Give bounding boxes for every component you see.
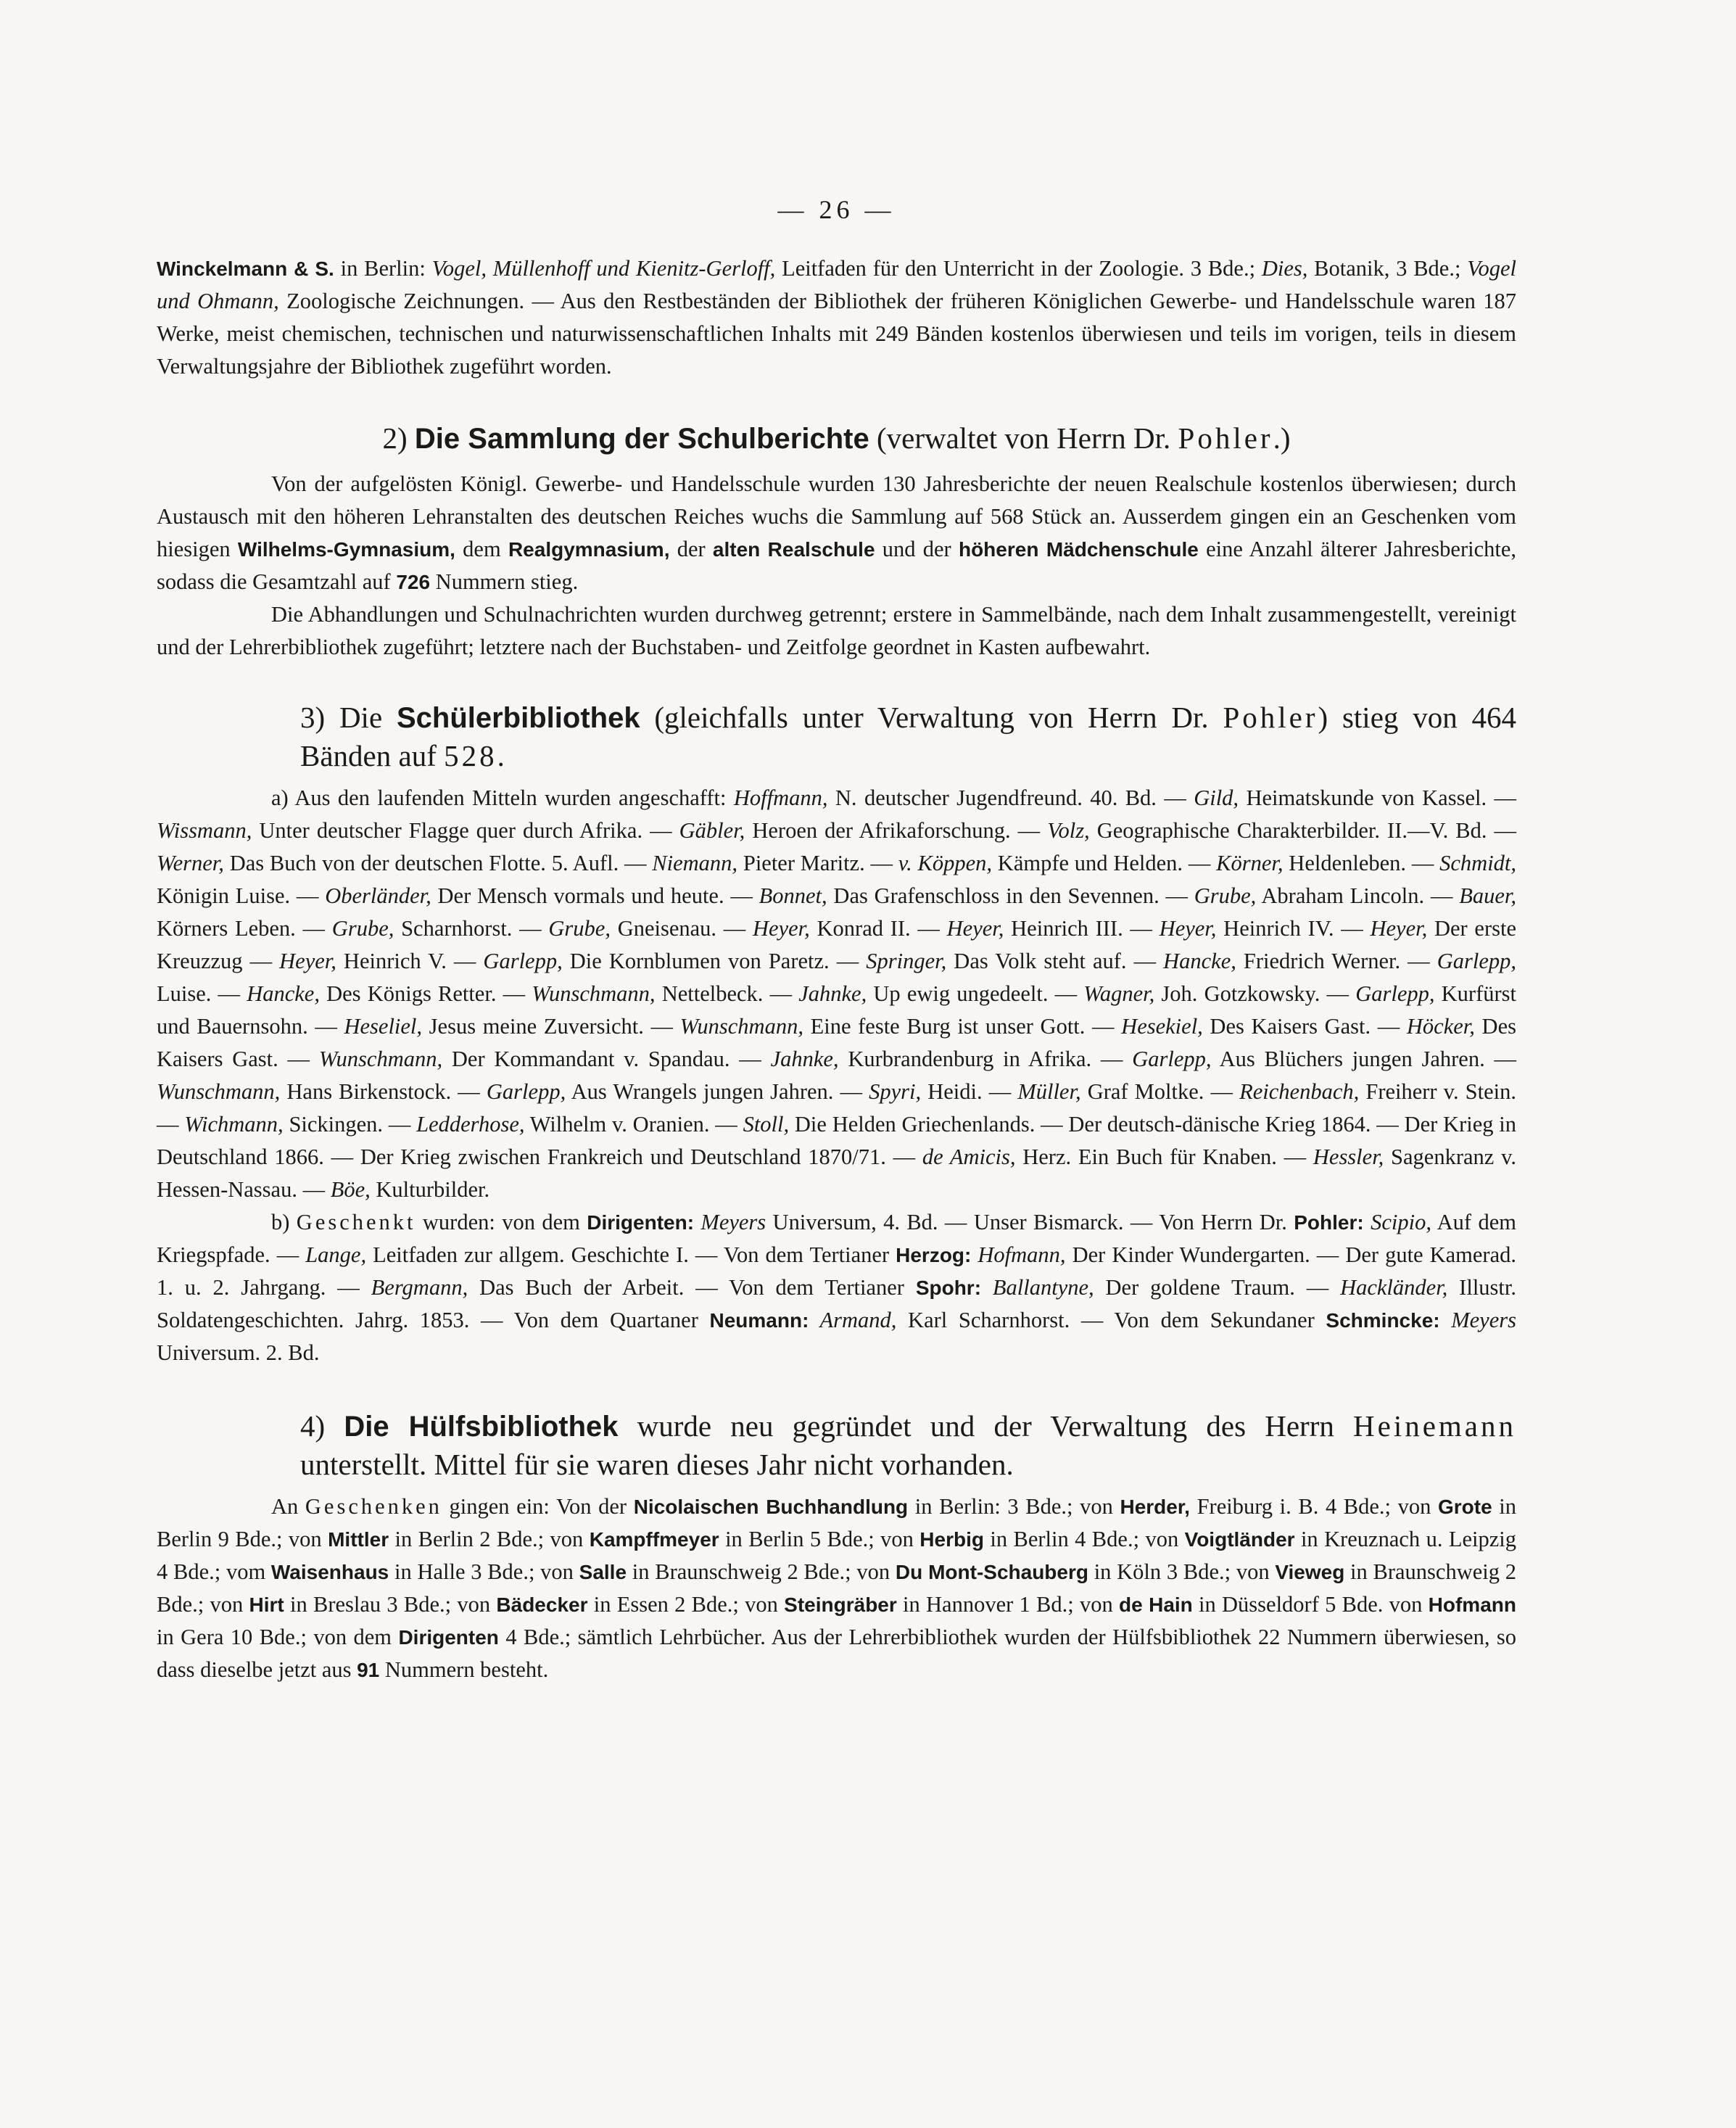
text-span: in Kreuznach u. Leipzig 4 Bde.; vom <box>157 1527 1516 1584</box>
heading-name: Pohler <box>1223 701 1318 734</box>
text-span: Geographische Charakterbilder. II.—V. Bd. — <box>1089 818 1517 843</box>
author: Bergmann, <box>371 1275 468 1300</box>
author: Stoll, <box>743 1112 790 1137</box>
text-span: Das Grafenschloss in den Sevennen. — <box>827 883 1194 908</box>
donor-name: Nicolaischen Buchhandlung <box>633 1496 909 1518</box>
donor-name: Pohler: <box>1294 1211 1364 1234</box>
text-span: Des Königs Retter. — <box>319 981 532 1006</box>
donor-name: Hofmann <box>1428 1593 1516 1616</box>
text-span: Universum. 2. Bd. <box>157 1340 320 1365</box>
text-span: N. deutscher Jugendfreund. 40. Bd. — <box>827 785 1194 810</box>
text-span: Körners Leben. — <box>157 916 332 941</box>
text-span: Freiherr v. Stein. — <box>157 1079 1517 1137</box>
author: Wagner, <box>1083 981 1155 1006</box>
author: Bauer, <box>1459 883 1516 908</box>
author: Ledderhose, <box>416 1112 525 1137</box>
author: Hancke, <box>1163 949 1236 973</box>
school-name: Wilhelms-Gymnasium, <box>237 538 455 561</box>
author: Höcker, <box>1406 1014 1475 1039</box>
author: Volz, <box>1047 818 1090 843</box>
document-page <box>157 194 1516 1686</box>
text-span: 4 Bde.; sämtlich Lehrbücher. Aus der Lehrerbibliothek wurden der Hülfsbibliothek 22 Nummern überwiesen, so dass dieselbe jetzt aus <box>157 1625 1516 1682</box>
text-span: Unter deutscher Flagge quer durch Afrika. — <box>252 818 679 843</box>
text-span: Eine feste Burg ist unser Gott. — <box>803 1014 1122 1039</box>
section-heading-schulberichte <box>157 419 1516 458</box>
text-span: Kurbrandenburg in Afrika. — <box>838 1047 1133 1071</box>
author: Grube, <box>331 916 394 941</box>
heading-text: wurde neu gegründet und der Verwaltung des Herrn <box>618 1409 1354 1443</box>
paragraph-geschenken <box>157 1490 1516 1686</box>
author: Jahnke, <box>798 981 867 1006</box>
text-span: Sagenkranz v. Hessen-Nassau. — <box>157 1145 1516 1202</box>
text-span: Karl Scharnhorst. — Von dem Sekundaner <box>896 1308 1326 1332</box>
text-span: Nummern besteht. <box>379 1657 549 1682</box>
author: Niemann, <box>652 851 738 875</box>
author: Wunschmann, <box>318 1047 443 1071</box>
author: Bonnet, <box>759 883 827 908</box>
text-span: Der goldene Traum. — <box>1094 1275 1341 1300</box>
author: Hessler, <box>1313 1145 1384 1169</box>
text-span: Heinrich IV. — <box>1216 916 1371 941</box>
text-span: b) <box>271 1210 297 1234</box>
author: Heyer, <box>753 916 810 941</box>
text-span: Die Helden Griechenlands. — Der deutsch-dänische Krieg 1864. — Der Krieg in Deutschland 1866. — Der Krieg zwischen Frankreich und Deutschland 1870/71. — <box>157 1112 1516 1169</box>
text-span: Zoologische Zeichnungen. — Aus den Restbeständen der Bibliothek der früheren Königlichen Gewerbe- und Handelsschule waren 187 Werke, meist chemischen, technischen und naturwissenschaftlichen Inhalts mit 249 Bänden kostenlos überwiesen und teils im vorigen, teils in diesem Verwaltungsjahre der Bibliothek zugeführt worden. <box>157 289 1516 379</box>
text-span: in Halle 3 Bde.; von <box>389 1559 579 1584</box>
text-span: Scharnhorst. — <box>394 916 549 941</box>
text-span: Des Kaisers Gast. — <box>157 1014 1516 1071</box>
text-span: Heimatskunde von Kassel. — <box>1239 785 1516 810</box>
paragraph-abhandlungen: Die Abhandlungen und Schulnachrichten wurden durchweg getrennt; erstere in Sammelbände, nach dem Inhalt zusammengestellt, vereinigt und der Lehrerbibliothek zugeführt; letztere nach der Buchstaben- und Zeitfolge geordnet in Kasten aufbewahrt. <box>157 602 1516 659</box>
donor-name: Schmincke: <box>1326 1309 1440 1332</box>
donor-name: Neumann: <box>709 1309 809 1332</box>
text-span: Universum, 4. Bd. — Unser Bismarck. — Von Herrn Dr. <box>766 1210 1294 1234</box>
text-span: Luise. — <box>157 981 247 1006</box>
page-number: — 26 — <box>777 195 896 224</box>
author: Hackländer, <box>1340 1275 1448 1300</box>
author: Körner, <box>1216 851 1284 875</box>
author: Gild, <box>1194 785 1239 810</box>
text-span: in Braunschweig 2 Bde.; von <box>157 1559 1516 1617</box>
text-span: in Berlin 5 Bde.; von <box>719 1527 920 1551</box>
heading-number: 3) Die <box>300 701 397 734</box>
author: Meyers <box>1439 1308 1516 1332</box>
donor-name: Herbig <box>919 1528 984 1551</box>
text-span: Konrad II. — <box>809 916 947 941</box>
text-span: Der Kinder Wundergarten. — Der gute Kamerad. 1. u. 2. Jahrgang. — <box>157 1242 1516 1300</box>
heading-text: (gleichfalls unter Verwaltung von Herrn Dr. <box>640 701 1223 734</box>
text-span: Von der aufgelösten Königl. Gewerbe- und Handelsschule wurden 130 Jahresberichte der neuen Realschule kostenlos überwiesen; durch Austausch mit den höheren Lehranstalten des deutschen Reiches wuchs die Sammlung auf 568 Stück an. Ausserdem gingen ein an Geschenken vom hiesigen <box>157 471 1516 561</box>
author: Hancke, <box>247 981 320 1006</box>
text-span: Joh. Gotzkowsky. — <box>1154 981 1356 1006</box>
text-span: in Berlin 4 Bde.; von <box>983 1527 1185 1551</box>
text-span: Aus Wrangels jungen Jahren. — <box>566 1079 869 1104</box>
text-span: Sickingen. — <box>283 1112 417 1137</box>
donor-name: Herder, <box>1120 1496 1190 1518</box>
author: Springer, <box>866 949 947 973</box>
donor-name: Herzog: <box>896 1244 972 1266</box>
text-span: Aus Blüchers jungen Jahren. — <box>1211 1047 1516 1071</box>
text-span: in Hannover 1 Bd.; von <box>896 1592 1120 1617</box>
publisher-name: Winckelmann & S. <box>157 257 334 280</box>
donor-name: Spohr: <box>915 1277 982 1299</box>
donor-name: de Hain <box>1119 1593 1193 1616</box>
text-span: in Braunschweig 2 Bde.; von <box>627 1559 896 1584</box>
author: Ballantyne, <box>981 1275 1094 1300</box>
text-span: Heidi. — <box>921 1079 1018 1104</box>
author: Wunschmann, <box>157 1079 281 1104</box>
heading-name: Heinemann <box>1353 1409 1516 1443</box>
heading-name: Pohler <box>1178 421 1273 455</box>
author: Reichenbach, <box>1239 1079 1360 1104</box>
total-count: 91 <box>357 1659 380 1681</box>
author: Heyer, <box>279 949 336 973</box>
text-span: Der Mensch vormals und heute. — <box>431 883 759 908</box>
text-span: Friedrich Werner. — <box>1236 949 1437 973</box>
author: de Amicis, <box>922 1145 1016 1169</box>
heading-title: Die Hülfsbibliothek <box>344 1411 619 1443</box>
author: Müller, <box>1017 1079 1081 1104</box>
donor-name: Kampffmeyer <box>589 1528 719 1551</box>
heading-number: 2) <box>382 421 415 455</box>
author: Garlepp, <box>1437 949 1516 973</box>
author: Jahnke, <box>770 1047 839 1071</box>
text-span: Nettelbeck. — <box>655 981 799 1006</box>
text-span: gingen ein: Von der <box>442 1494 634 1519</box>
school-name: Realgymnasium, <box>508 538 670 561</box>
author: Lange, <box>305 1242 367 1267</box>
text-span: Gneisenau. — <box>610 916 753 941</box>
text-span: eine Anzahl älterer Jahresberichte, sodass die Gesamtzahl auf <box>157 537 1516 594</box>
text-span: Freiburg i. B. 4 Bde.; von <box>1189 1494 1438 1519</box>
donor-name: Grote <box>1437 1496 1492 1518</box>
author: Oberländer, <box>325 883 431 908</box>
text-span: Heroen der Afrikaforschung. — <box>745 818 1048 843</box>
author: Grube, <box>1194 883 1257 908</box>
text-span: Des Kaisers Gast. — <box>1202 1014 1407 1039</box>
heading-title: Die Sammlung der Schulberichte <box>414 423 869 455</box>
text-span: Herz. Ein Buch für Knaben. — <box>1015 1145 1313 1169</box>
text-span: Das Buch von der deutschen Flotte. 5. Aufl. — <box>223 851 653 875</box>
donor-name: Dirigenten: <box>587 1211 695 1234</box>
text-span: der <box>669 537 713 561</box>
text-span: in Essen 2 Bde.; von <box>587 1592 785 1617</box>
text-span: Das Volk steht auf. — <box>946 949 1164 973</box>
heading-count: 528 <box>444 739 497 772</box>
author: Garlepp, <box>1132 1047 1212 1071</box>
author: Wunschmann, <box>532 981 656 1006</box>
paragraph-angeschafft <box>157 782 1516 1206</box>
author: Hofmann, <box>971 1242 1066 1267</box>
text-span: Pieter Maritz. — <box>737 851 898 875</box>
donor-name: Waisenhaus <box>270 1561 389 1583</box>
author: Hoffmann, <box>733 785 828 810</box>
text-span: Botanik, 3 Bde.; <box>1307 256 1468 281</box>
heading-text: ) stieg von 464 Bänden auf <box>300 701 1516 772</box>
text-span: und der <box>875 537 959 561</box>
text-span: in Köln 3 Bde.; von <box>1088 1559 1276 1584</box>
text-span: Heldenleben. — <box>1283 851 1440 875</box>
section-heading-huelfsbibliothek <box>157 1407 1516 1483</box>
author-names: Vogel, Müllenhoff und Kienitz-Gerloff, <box>431 256 776 281</box>
author: Heyer, <box>1370 916 1428 941</box>
text-span: Der Kommandant v. Spandau. — <box>442 1047 771 1071</box>
school-name: höheren Mädchenschule <box>958 538 1199 561</box>
text-span: Illustr. Soldatengeschichten. Jahrg. 1853. — Von dem Quartaner <box>157 1275 1516 1332</box>
author: Wichmann, <box>184 1112 284 1137</box>
heading-text: .) <box>1273 421 1291 455</box>
text-span: Hans Birkenstock. — <box>280 1079 487 1104</box>
donor-name: Vieweg <box>1275 1561 1345 1583</box>
author: Gäbler, <box>679 818 745 843</box>
text-span: Jesus meine Zuversicht. — <box>422 1014 680 1039</box>
heading-text: . <box>497 739 505 772</box>
text-span: in Berlin 2 Bde.; von <box>389 1527 590 1551</box>
text-span: Kulturbilder. <box>370 1177 490 1202</box>
heading-number: 4) <box>300 1409 344 1443</box>
author: Spyri, <box>869 1079 922 1104</box>
author: Heyer, <box>946 916 1004 941</box>
author: Böe, <box>330 1177 371 1202</box>
author: Werner, <box>157 851 224 875</box>
heading-text: (verwaltet von Herrn Dr. <box>869 421 1178 455</box>
spaced-word: Geschenkt <box>296 1210 416 1234</box>
author: Scipio, <box>1363 1210 1431 1234</box>
text-span: in Gera 10 Bde.; von dem <box>157 1625 399 1649</box>
text-span: Die Kornblumen von Paretz. — <box>562 949 867 973</box>
total-count: 726 <box>396 571 431 593</box>
author: Hesekiel, <box>1121 1014 1203 1039</box>
heading-text: unterstellt. Mittel für sie waren dieses Jahr nicht vorhanden. <box>300 1448 1014 1481</box>
school-name: alten Realschule <box>712 538 875 561</box>
author: Garlepp, <box>483 949 563 973</box>
text-span: in Berlin: <box>334 256 432 281</box>
text-span: a) Aus den laufenden Mitteln wurden angeschafft: <box>271 785 734 810</box>
author: Heseliel, <box>344 1014 423 1039</box>
text-span: dem <box>455 537 508 561</box>
donor-name: Hirt <box>249 1593 284 1616</box>
donor-name: Mittler <box>328 1528 389 1551</box>
author: Schmidt, <box>1439 851 1517 875</box>
text-span: Der erste Kreuzzug — <box>157 916 1517 973</box>
text-span: An <box>271 1494 305 1519</box>
text-span: Abraham Lincoln. — <box>1256 883 1460 908</box>
text-span: in Berlin 9 Bde.; von <box>157 1494 1517 1551</box>
text-span: Das Buch der Arbeit. — Von dem Tertianer <box>468 1275 916 1300</box>
author: Wunschmann, <box>679 1014 803 1039</box>
text-span: in Düsseldorf 5 Bde. von <box>1192 1592 1429 1617</box>
paragraph-schulberichte <box>157 468 1516 598</box>
text-span: Auf dem Kriegspfade. — <box>157 1210 1516 1267</box>
author: v. Köppen, <box>898 851 992 875</box>
author: Armand, <box>809 1308 897 1332</box>
text-span: Heinrich V. — <box>336 949 484 973</box>
author: Heyer, <box>1159 916 1217 941</box>
text-span: Leitfaden für den Unterricht in der Zoologie. 3 Bde.; <box>775 256 1262 281</box>
author: Meyers <box>694 1210 766 1234</box>
text-span: Kämpfe und Helden. — <box>992 851 1217 875</box>
donor-name: Voigtländer <box>1184 1528 1295 1551</box>
donor-name: Dirigenten <box>398 1626 499 1649</box>
donor-name: Salle <box>579 1561 627 1583</box>
text-span: Nummern stieg. <box>430 569 579 594</box>
author: Garlepp, <box>1355 981 1435 1006</box>
author: Garlepp, <box>486 1079 566 1104</box>
donor-name: Steingräber <box>784 1593 897 1616</box>
paragraph-winckelmann <box>157 252 1516 383</box>
author-names: Dies, <box>1261 256 1308 281</box>
author: Wissmann, <box>157 818 252 843</box>
paragraph-geschenkt <box>157 1206 1516 1369</box>
section-heading-schuelerbibliothek <box>157 698 1516 775</box>
author: Grube, <box>548 916 611 941</box>
text-span: Königin Luise. — <box>157 883 326 908</box>
text-span: in Breslau 3 Bde.; von <box>284 1592 497 1617</box>
text-span: Wilhelm v. Oranien. — <box>524 1112 743 1137</box>
text-span: Heinrich III. — <box>1004 916 1160 941</box>
text-span: Up ewig ungedeelt. — <box>867 981 1084 1006</box>
heading-title: Schülerbibliothek <box>396 702 640 734</box>
spaced-word: Geschenken <box>305 1494 442 1519</box>
text-span: wurden: von dem <box>416 1210 587 1234</box>
donor-name: Bädecker <box>496 1593 588 1616</box>
donor-name: Du Mont-Schauberg <box>895 1561 1088 1583</box>
author-names: Vogel und Ohmann, <box>157 256 1516 313</box>
text-span: Leitfaden zur allgem. Geschichte I. — Von dem Tertianer <box>366 1242 896 1267</box>
text-span: Kurfürst und Bauernsohn. — <box>157 981 1516 1039</box>
text-span: Graf Moltke. — <box>1080 1079 1240 1104</box>
text-span: in Berlin: 3 Bde.; von <box>908 1494 1120 1519</box>
